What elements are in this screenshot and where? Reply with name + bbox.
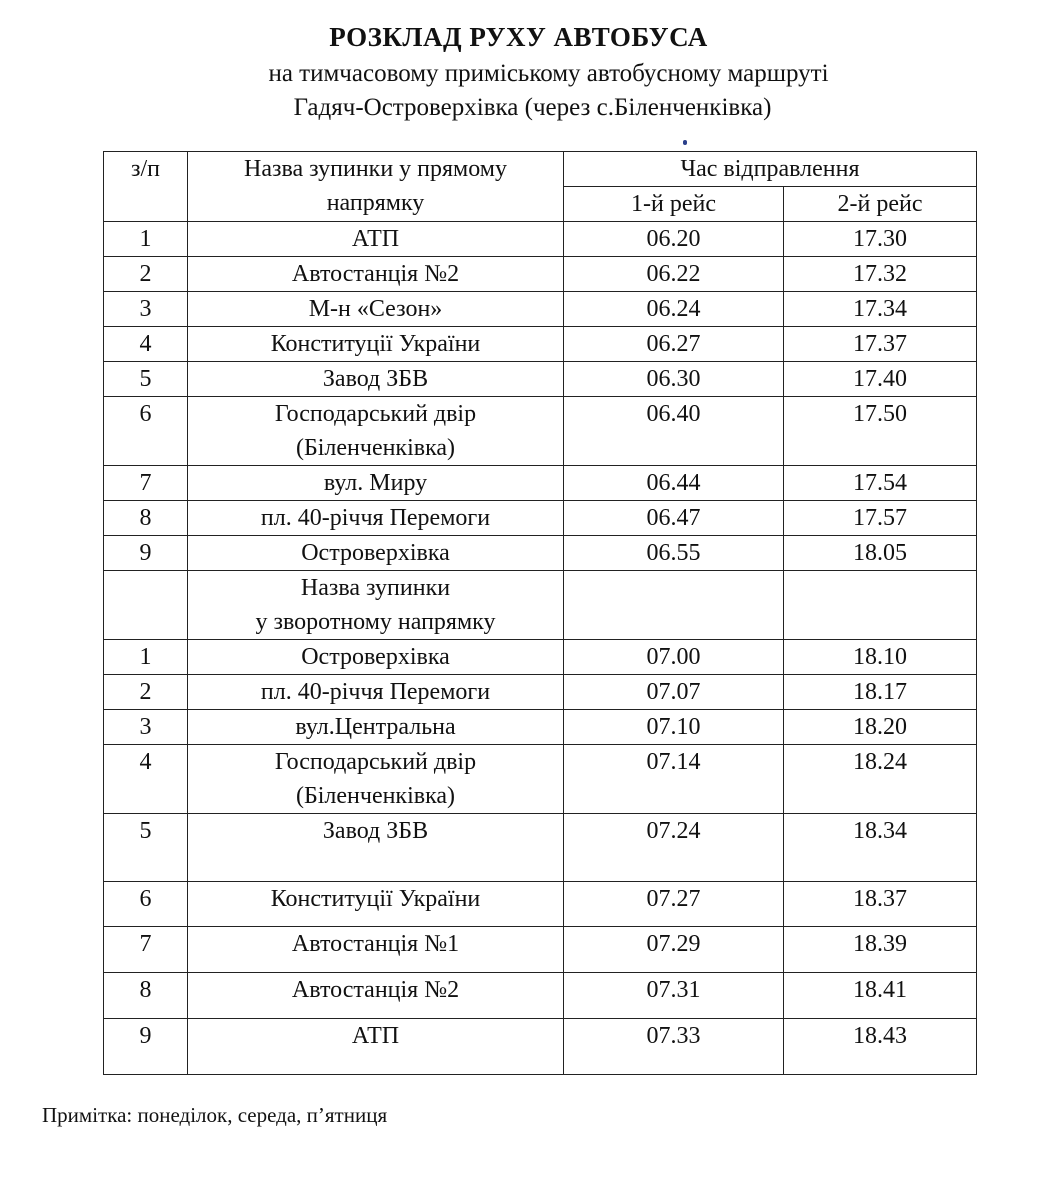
reverse-header	[188, 571, 564, 640]
stop-name-line1: АТП	[351, 1023, 400, 1049]
trip2-time: 17.57	[784, 501, 977, 536]
trip2-time: 17.30	[784, 222, 977, 257]
stop-name-line1: Островерхівка	[301, 540, 450, 566]
reverse-header-empty-t2	[784, 571, 977, 640]
stop-name	[188, 814, 564, 882]
trip2-time: 18.24	[784, 745, 977, 814]
forward-stop-row	[104, 222, 977, 257]
col-stop-header-line1: Назва зупинки у прямому	[244, 156, 507, 182]
stop-name	[188, 1019, 564, 1075]
reverse-header-row	[104, 571, 977, 640]
trip1-time: 06.47	[564, 501, 784, 536]
trip2-time: 18.41	[784, 973, 977, 1019]
trip1-time: 06.24	[564, 292, 784, 327]
stop-name-line1: Завод ЗБВ	[322, 366, 429, 392]
trip2-time: 17.50	[784, 397, 977, 466]
ink-dot	[683, 140, 687, 145]
reverse-header-empty-num	[104, 571, 188, 640]
stop-number: 3	[104, 292, 188, 327]
stop-number: 5	[104, 362, 188, 397]
stop-name	[188, 675, 564, 710]
trip2-time: 18.39	[784, 927, 977, 973]
trip2-time: 17.34	[784, 292, 977, 327]
stop-name-line1: Автостанція №1	[291, 931, 460, 957]
subtitle-route-type: на тимчасовому приміському автобусному маршруті	[268, 60, 829, 87]
stop-number: 9	[104, 1019, 188, 1075]
stop-name-line1: Господарський двір	[274, 749, 477, 775]
trip1-time: 06.20	[564, 222, 784, 257]
stop-number: 2	[104, 675, 188, 710]
subtitle-route-name: Гадяч-Островерхівка (через с.Біленченківка)	[293, 94, 772, 121]
stop-name-line1: Автостанція №2	[291, 261, 460, 287]
reverse-header-line2: у зворотному напрямку	[255, 609, 496, 635]
stop-name-line1: Конституції України	[270, 331, 481, 357]
stop-name	[188, 536, 564, 571]
stop-name-line1: Автостанція №2	[291, 977, 460, 1003]
stop-name-line1: вул.Центральна	[295, 714, 456, 740]
forward-stop-row	[104, 362, 977, 397]
stop-number: 4	[104, 327, 188, 362]
reverse-stop-row	[104, 882, 977, 927]
trip2-header: 2-й рейс	[784, 187, 977, 222]
reverse-stop-row	[104, 927, 977, 973]
stop-name-line1: Конституції України	[270, 886, 481, 912]
reverse-stop-row	[104, 814, 977, 882]
reverse-stop-row	[104, 675, 977, 710]
trip2-time: 17.32	[784, 257, 977, 292]
col-stop-header-line2: напрямку	[326, 190, 425, 216]
trip1-time: 06.55	[564, 536, 784, 571]
trip1-time: 07.24	[564, 814, 784, 882]
trip1-time: 07.27	[564, 882, 784, 927]
forward-stop-row	[104, 397, 977, 466]
trip1-time: 06.27	[564, 327, 784, 362]
stop-number: 5	[104, 814, 188, 882]
trip1-time: 07.33	[564, 1019, 784, 1075]
stop-name	[188, 927, 564, 973]
trip1-time: 07.00	[564, 640, 784, 675]
stop-name-line1: АТП	[351, 226, 400, 252]
trip2-time: 18.17	[784, 675, 977, 710]
trip1-time: 06.30	[564, 362, 784, 397]
stop-name-line1: вул. Миру	[323, 470, 428, 496]
stop-name-line2: (Біленченківка)	[295, 435, 456, 461]
forward-stop-row	[104, 327, 977, 362]
forward-stop-row	[104, 536, 977, 571]
trip2-time: 18.37	[784, 882, 977, 927]
reverse-header-line1: Назва зупинки	[300, 575, 451, 601]
stop-name-line1: пл. 40-річчя Перемоги	[260, 679, 491, 705]
stop-name-line1: Господарський двір	[274, 401, 477, 427]
stop-name	[188, 466, 564, 501]
trip1-time: 07.14	[564, 745, 784, 814]
trip2-time: 18.20	[784, 710, 977, 745]
stop-name	[188, 710, 564, 745]
stop-name	[188, 327, 564, 362]
reverse-header-empty-t1	[564, 571, 784, 640]
stop-number: 6	[104, 882, 188, 927]
forward-stop-row	[104, 292, 977, 327]
trip2-time: 17.54	[784, 466, 977, 501]
trip1-time: 07.07	[564, 675, 784, 710]
stop-number: 2	[104, 257, 188, 292]
col-number-header: з/п	[104, 152, 188, 222]
trip1-header: 1-й рейс	[564, 187, 784, 222]
reverse-stop-row	[104, 1019, 977, 1075]
stop-name-line2: (Біленченківка)	[295, 783, 456, 809]
stop-name	[188, 257, 564, 292]
stop-number: 1	[104, 640, 188, 675]
trip2-time: 17.40	[784, 362, 977, 397]
stop-number: 7	[104, 466, 188, 501]
trip1-time: 07.10	[564, 710, 784, 745]
stop-name	[188, 640, 564, 675]
stop-number: 6	[104, 397, 188, 466]
footnote: Примітка: понеділок, середа, п’ятниця	[42, 1103, 388, 1127]
reverse-stop-row	[104, 973, 977, 1019]
forward-stop-row	[104, 466, 977, 501]
stop-name-line1: Завод ЗБВ	[322, 818, 429, 844]
forward-stop-row	[104, 257, 977, 292]
col-stop-header	[188, 152, 564, 222]
stop-name	[188, 362, 564, 397]
trip1-time: 06.40	[564, 397, 784, 466]
stop-name	[188, 973, 564, 1019]
trip2-time: 18.10	[784, 640, 977, 675]
trip2-time: 18.43	[784, 1019, 977, 1075]
trip1-time: 06.44	[564, 466, 784, 501]
trip1-time: 07.31	[564, 973, 784, 1019]
stop-name-line1: пл. 40-річчя Перемоги	[260, 505, 491, 531]
trip1-time: 06.22	[564, 257, 784, 292]
stop-number: 4	[104, 745, 188, 814]
trip2-time: 18.05	[784, 536, 977, 571]
schedule-table	[103, 151, 977, 1075]
stop-number: 9	[104, 536, 188, 571]
stop-name	[188, 745, 564, 814]
stop-number: 1	[104, 222, 188, 257]
stop-name	[188, 222, 564, 257]
reverse-stop-row	[104, 640, 977, 675]
stop-number: 7	[104, 927, 188, 973]
reverse-stop-row	[104, 745, 977, 814]
col-time-header: Час відправлення	[564, 152, 977, 187]
trip1-time: 07.29	[564, 927, 784, 973]
forward-stop-row	[104, 501, 977, 536]
page-title: РОЗКЛАД РУХУ АВТОБУСА	[329, 22, 708, 52]
stop-name-line1: М-н «Сезон»	[308, 296, 443, 322]
header-row	[104, 152, 977, 187]
stop-name	[188, 501, 564, 536]
reverse-stop-row	[104, 710, 977, 745]
trip2-time: 17.37	[784, 327, 977, 362]
stop-name	[188, 292, 564, 327]
stop-number: 3	[104, 710, 188, 745]
stop-name-line1: Островерхівка	[301, 644, 450, 670]
stop-number: 8	[104, 973, 188, 1019]
stop-number: 8	[104, 501, 188, 536]
stop-name	[188, 397, 564, 466]
trip2-time: 18.34	[784, 814, 977, 882]
stop-name	[188, 882, 564, 927]
